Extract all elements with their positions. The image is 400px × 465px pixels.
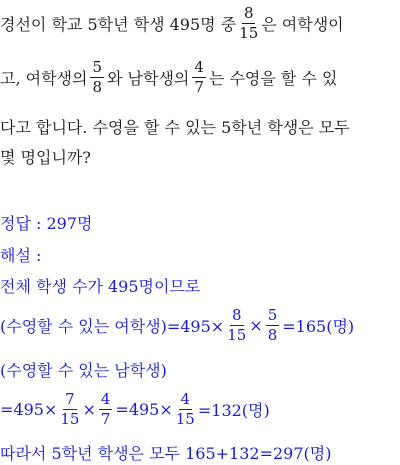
fraction-denominator: 15 — [239, 23, 259, 42]
explanation-heading: 해설 : — [0, 245, 42, 265]
problem-text: 는 수영을 할 수 있 — [208, 68, 338, 88]
explanation-text: =495× — [115, 399, 173, 419]
explanation-text: =495× — [0, 399, 58, 419]
answer-line — [0, 210, 92, 234]
fraction-5-8 — [266, 305, 280, 344]
explanation-text: × — [249, 315, 263, 335]
problem-line-4 — [0, 143, 91, 169]
fraction-denominator: 8 — [92, 77, 102, 96]
problem-text: 몇 명입니까? — [0, 147, 91, 167]
explanation-line-2 — [0, 302, 354, 348]
problem-text: 경선이 학교 5학년 학생 495명 중 — [0, 14, 237, 34]
explanation-line-5 — [0, 440, 331, 464]
fraction-denominator: 15 — [227, 325, 247, 344]
fraction-denominator: 15 — [60, 409, 80, 428]
fraction-7-15 — [60, 389, 80, 428]
explanation-text: 따라서 5학년 학생은 모두 165+132=297(명) — [0, 443, 332, 463]
answer-text: 정답 : 297명 — [0, 213, 93, 233]
fraction-numerator: 8 — [243, 3, 254, 22]
fraction-numerator: 5 — [92, 57, 102, 76]
problem-text: 은 여학생이 — [261, 14, 344, 34]
problem-text: 고, 여학생의 — [0, 68, 88, 88]
fraction-numerator: 4 — [180, 389, 191, 408]
explanation-text: (수영할 수 있는 남학생) — [0, 360, 167, 380]
fraction-numerator: 4 — [100, 389, 111, 408]
problem-text: 와 남학생의 — [107, 68, 190, 88]
problem-line-2 — [0, 54, 337, 100]
fraction-8-15 — [239, 3, 259, 42]
problem-text: 다고 합니다. 수영을 할 수 있는 5학년 학생은 모두 — [0, 117, 350, 137]
fraction-8-15 — [227, 305, 247, 344]
explanation-label — [0, 242, 41, 266]
explanation-text: 전체 학생 수가 495명이므로 — [0, 276, 201, 296]
explanation-line-3 — [0, 357, 167, 381]
fraction-denominator: 7 — [100, 409, 111, 428]
fraction-4-7 — [99, 389, 113, 428]
fraction-numerator: 8 — [231, 305, 242, 324]
explanation-text: =132(명) — [197, 400, 270, 420]
fraction-numerator: 4 — [194, 57, 204, 76]
explanation-line-4 — [0, 386, 270, 432]
fraction-denominator: 8 — [267, 325, 278, 344]
problem-line-3 — [0, 113, 350, 139]
fraction-5-8 — [90, 57, 104, 96]
explanation-line-1 — [0, 273, 200, 297]
fraction-denominator: 7 — [194, 77, 204, 96]
explanation-text: =165(명) — [282, 316, 355, 336]
problem-line-1 — [0, 0, 344, 46]
fraction-numerator: 7 — [65, 389, 75, 408]
fraction-denominator: 15 — [175, 409, 195, 428]
fraction-4-15 — [175, 389, 195, 428]
fraction-numerator: 5 — [267, 305, 278, 324]
explanation-text: × — [82, 399, 96, 419]
explanation-text: (수영할 수 있는 여학생)=495× — [0, 316, 225, 336]
fraction-4-7 — [192, 57, 206, 96]
